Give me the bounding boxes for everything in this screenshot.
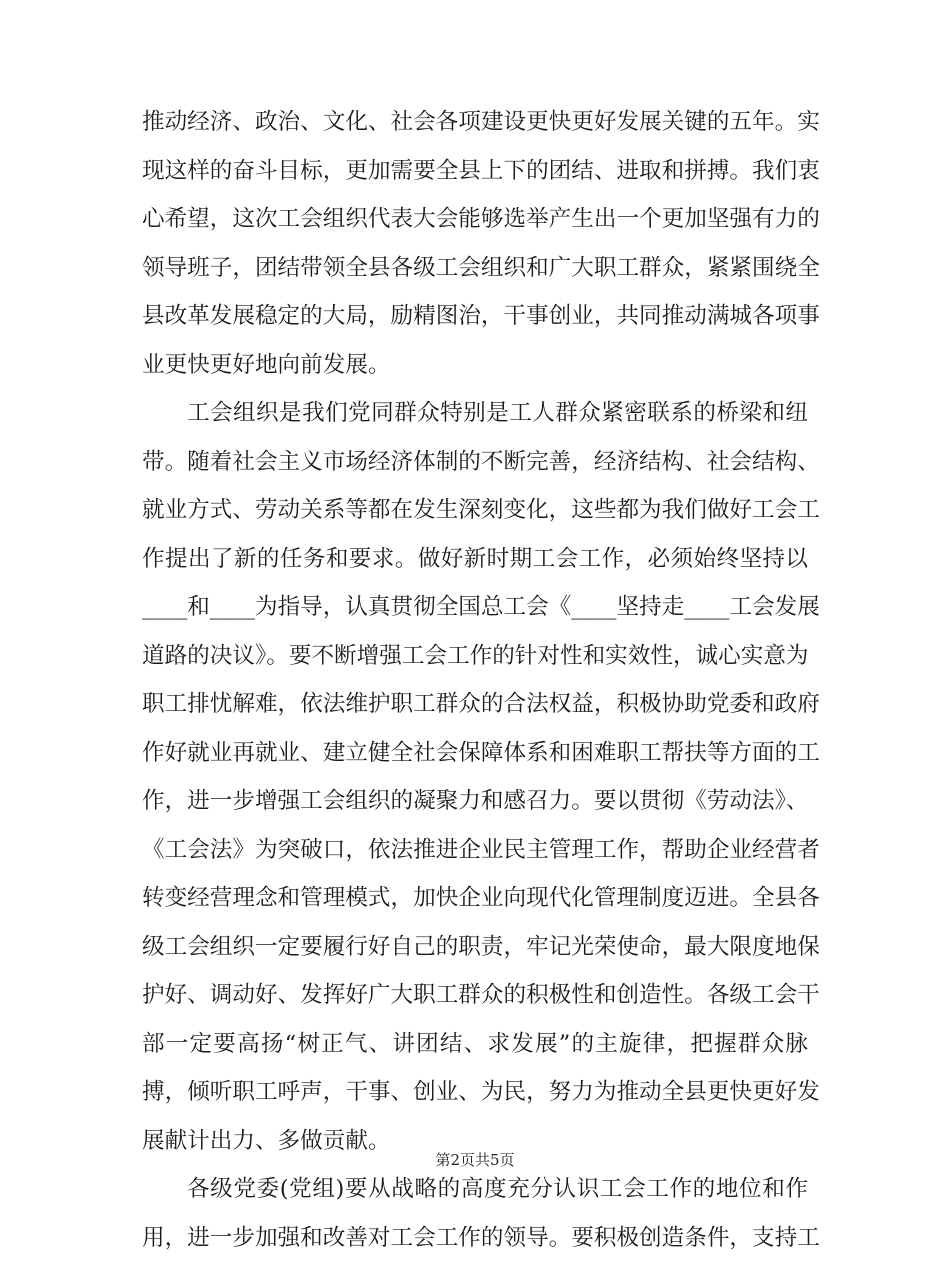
paragraph-line: 作提出了新的任务和要求。做好新时期工会工作，必须始终坚持以 (142, 535, 808, 584)
paragraph-line: 护好、调动好、发挥好广大职工群众的积极性和创造性。各级工会干 (142, 971, 808, 1020)
paragraph-line: 各级党委(党组)要从战略的高度充分认识工会工作的地位和作 (142, 1165, 808, 1214)
paragraph-line: 工会组织是我们党同群众特别是工人群众紧密联系的桥梁和纽 (142, 389, 808, 438)
paragraph-line: 业更快更好地向前发展。 (142, 341, 808, 390)
paragraph (142, 389, 808, 1165)
paragraph-line: 级工会组织一定要履行好自己的职责，牢记光荣使命，最大限度地保 (142, 923, 808, 972)
paragraph-line: 心希望，这次工会组织代表大会能够选举产生出一个更加坚强有力的 (142, 195, 808, 244)
paragraph-line: 《工会法》为突破口，依法推进企业民主管理工作，帮助企业经营者 (142, 826, 808, 875)
document-body (142, 98, 808, 1262)
paragraph (142, 1165, 808, 1262)
paragraph-line: 用，进一步加强和改善对工会工作的领导。要积极创造条件，支持工 (142, 1214, 808, 1262)
paragraph-line: 转变经营理念和管理模式，加快企业向现代化管理制度迈进。全县各 (142, 874, 808, 923)
paragraph-line: 推动经济、政治、文化、社会各项建设更快更好发展关键的五年。实 (142, 98, 808, 147)
paragraph-line: 就业方式、劳动关系等都在发生深刻变化，这些都为我们做好工会工 (142, 486, 808, 535)
paragraph (142, 98, 808, 389)
paragraph-line: 现这样的奋斗目标，更加需要全县上下的团结、进取和拼搏。我们衷 (142, 147, 808, 196)
paragraph-line: 部一定要高扬“树正气、讲团结、求发展”的主旋律，把握群众脉 (142, 1020, 808, 1069)
paragraph-line: 搏，倾听职工呼声，干事、创业、为民，努力为推动全县更快更好发 (142, 1068, 808, 1117)
paragraph-line: ____和____为指导，认真贯彻全国总工会《____坚持走____工会发展 (142, 583, 808, 632)
paragraph-line: 作好就业再就业、建立健全社会保障体系和困难职工帮扶等方面的工 (142, 729, 808, 778)
paragraph-line: 展献计出力、多做贡献。 (142, 1117, 808, 1166)
paragraph-line: 作，进一步增强工会组织的凝聚力和感召力。要以贯彻《劳动法》、 (142, 777, 808, 826)
paragraph-line: 道路的决议》。要不断增强工会工作的针对性和实效性，诚心实意为 (142, 632, 808, 681)
paragraph-line: 带。随着社会主义市场经济体制的不断完善，经济结构、社会结构、 (142, 438, 808, 487)
paragraph-line: 领导班子，团结带领全县各级工会组织和广大职工群众，紧紧围绕全 (142, 244, 808, 293)
paragraph-line: 县改革发展稳定的大局，励精图治，干事创业，共同推动满城各项事 (142, 292, 808, 341)
paragraph-line: 职工排忧解难，依法维护职工群众的合法权益，积极协助党委和政府 (142, 680, 808, 729)
page-number: 第2页共5页 (0, 1150, 950, 1170)
